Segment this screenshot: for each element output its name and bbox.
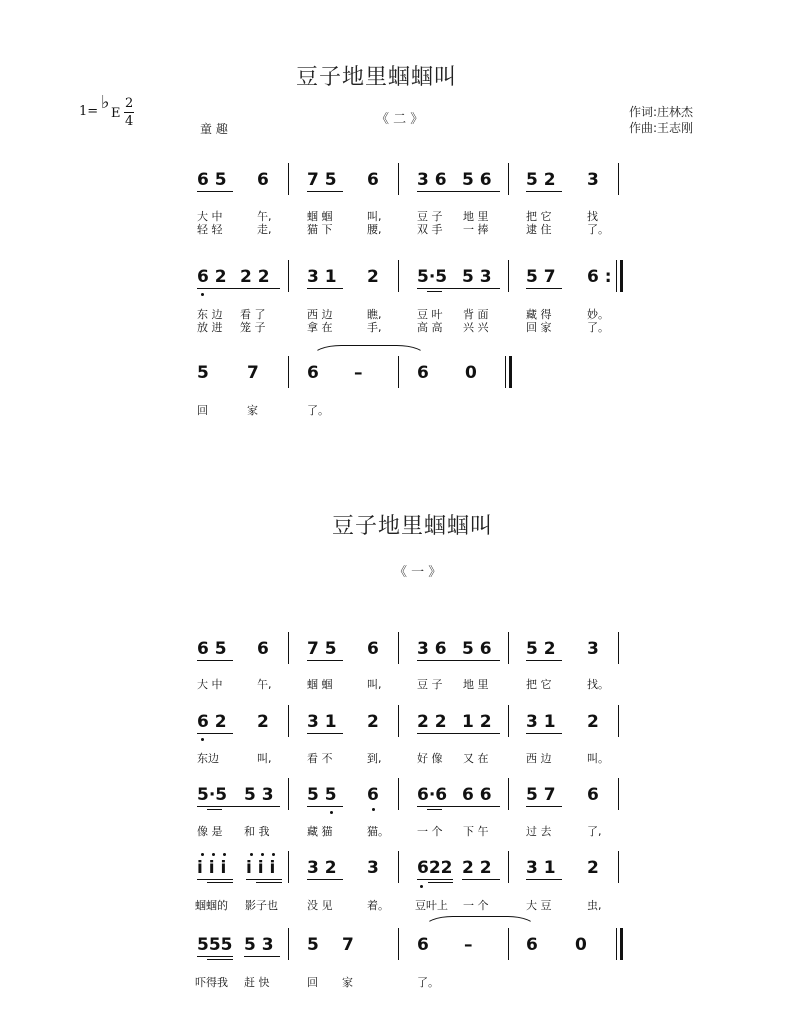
high-octave-dot — [272, 853, 275, 856]
key-label: 1= — [79, 104, 99, 119]
lyric: 一 捧 — [463, 223, 489, 236]
note-group: 2 — [257, 712, 269, 732]
note-group: 5·5 — [417, 267, 448, 287]
note-group: 3 — [587, 639, 599, 659]
lyric: 藏 猫 — [307, 825, 333, 838]
barline — [398, 851, 399, 883]
lyric: 看 不 — [307, 752, 333, 765]
lyric: 大 豆 — [526, 899, 552, 912]
lyric: 着。 — [367, 899, 389, 912]
song1-section: 《 二 》 — [376, 112, 424, 127]
note-group: 7 — [342, 935, 354, 955]
lyric: 大 中 — [197, 678, 223, 691]
note-group: 5 5 — [307, 785, 337, 805]
lyric: 回 — [307, 976, 318, 989]
time-bottom: 4 — [125, 114, 134, 129]
lyric: 地 里 — [463, 678, 489, 691]
lyric: 豆 叶 — [417, 308, 443, 321]
lyric: 兴 兴 — [463, 321, 489, 334]
flat-sign: ♭ — [101, 92, 110, 113]
tie-arc — [312, 345, 426, 368]
lyric: 走, — [257, 223, 272, 236]
lyric: 回 家 — [526, 321, 552, 334]
lyric: 到, — [367, 752, 382, 765]
note-group: 3 6 — [417, 639, 447, 659]
low-octave-dot — [330, 811, 333, 814]
note-group: i i i — [246, 858, 276, 878]
low-octave-dot — [420, 885, 423, 888]
lyric: 瞧, — [367, 308, 382, 321]
note-group: 6 — [526, 935, 538, 955]
note-group: 3 2 — [307, 858, 337, 878]
note-group: 6 6 — [462, 785, 492, 805]
time-divider — [124, 112, 134, 113]
lyric: 家 — [342, 976, 353, 989]
lyric: 笼 子 — [240, 321, 266, 334]
note-group: 2 2 — [462, 858, 492, 878]
lyric: 一 个 — [417, 825, 443, 838]
lyric: 背 面 — [463, 308, 489, 321]
barline — [508, 928, 509, 960]
note-group: i i i — [197, 858, 227, 878]
note-group: 6 — [367, 639, 379, 659]
lyric: 东边 — [197, 752, 219, 765]
note-group: 2 — [367, 267, 379, 287]
barline — [616, 928, 617, 960]
lyric: 好 像 — [417, 752, 443, 765]
lyric: 放 进 — [197, 321, 223, 334]
lyric: 午, — [257, 678, 272, 691]
tie-arc — [424, 916, 536, 939]
note-group: 6 2 — [197, 712, 227, 732]
note-group: 5 2 — [526, 639, 556, 659]
high-octave-dot — [261, 853, 264, 856]
note-group: 5·5 — [197, 785, 228, 805]
lyric: 蝈 蝈 — [307, 678, 333, 691]
lyric: 轻 轻 — [197, 223, 223, 236]
note-group: 2 — [587, 712, 599, 732]
note-group: 3 — [587, 170, 599, 190]
barline — [505, 356, 506, 388]
note-group: 2 2 — [417, 712, 447, 732]
key-signature — [79, 92, 149, 132]
barline — [398, 632, 399, 664]
high-octave-dot — [212, 853, 215, 856]
lyric: 叫, — [367, 678, 382, 691]
note-group: 1 2 — [462, 712, 492, 732]
lyric: 像 是 — [197, 825, 223, 838]
lyric: 腰, — [367, 223, 382, 236]
barline — [508, 778, 509, 810]
low-octave-dot — [201, 738, 204, 741]
lyric: 西 边 — [526, 752, 552, 765]
lyric: 东 边 — [197, 308, 223, 321]
note-group: 7 5 — [307, 170, 337, 190]
lyric: 虫, — [587, 899, 602, 912]
lyric: 地 里 — [463, 210, 489, 223]
barline — [616, 260, 617, 292]
lyric: 妙。 — [587, 308, 609, 321]
note-group: 6 5 — [197, 170, 227, 190]
lyric: 豆 子 — [417, 678, 443, 691]
note-group: 6 2 — [197, 267, 227, 287]
barline — [398, 778, 399, 810]
lyric: 看 了 — [240, 308, 266, 321]
note-group: 0 — [465, 363, 477, 383]
song2-section: 《 一 》 — [394, 565, 442, 580]
lyric: 蝈 蝈 — [307, 210, 333, 223]
barline — [508, 851, 509, 883]
note-group: 5 6 — [462, 639, 492, 659]
lyric: 双 手 — [417, 223, 443, 236]
barline — [618, 163, 619, 195]
note-group: 6 — [257, 639, 269, 659]
note-group: 3 1 — [526, 712, 556, 732]
lyric: 又 在 — [463, 752, 489, 765]
style-marking: 童 趣 — [200, 122, 228, 136]
note-group: 5 3 — [244, 935, 274, 955]
lyric: 回 — [197, 404, 208, 417]
note-group: – — [464, 935, 473, 955]
lyric: 把 它 — [526, 210, 552, 223]
lyric: 叫, — [367, 210, 382, 223]
lyric: 下 午 — [463, 825, 489, 838]
lyric: 高 高 — [417, 321, 443, 334]
key-note: E — [111, 106, 121, 121]
note-group: 3 1 — [307, 712, 337, 732]
lyric: 手, — [367, 321, 382, 334]
note-group: 5 3 — [462, 267, 492, 287]
lyric: 找。 — [587, 678, 609, 691]
barline — [508, 163, 509, 195]
note-group: 5 3 — [244, 785, 274, 805]
barline — [288, 356, 289, 388]
note-group: 5 — [197, 363, 209, 383]
lyric: 豆叶上 — [415, 899, 448, 912]
note-group: – — [354, 363, 363, 383]
low-octave-dot — [372, 808, 375, 811]
note-group: 7 — [247, 363, 259, 383]
note-group: 6 — [417, 935, 429, 955]
lyric: 叫。 — [587, 752, 609, 765]
time-top: 2 — [125, 96, 134, 111]
lyric: 赶 快 — [244, 976, 270, 989]
high-octave-dot — [223, 853, 226, 856]
barline — [288, 928, 289, 960]
barline — [398, 163, 399, 195]
note-group: 6 — [417, 363, 429, 383]
note-group: 3 1 — [526, 858, 556, 878]
lyric: 过 去 — [526, 825, 552, 838]
lyric: 了, — [587, 825, 602, 838]
lyric: 猫 下 — [307, 223, 333, 236]
note-group: 5 7 — [526, 785, 556, 805]
song2-title: 豆子地里蝈蝈叫 — [332, 514, 494, 539]
lyric: 大 中 — [197, 210, 223, 223]
lyric: 了。 — [587, 321, 609, 334]
note-group: 7 5 — [307, 639, 337, 659]
note-group: 6 — [367, 170, 379, 190]
barline — [288, 163, 289, 195]
song1-title: 豆子地里蝈蝈叫 — [296, 65, 458, 90]
barline — [508, 632, 509, 664]
lyric: 家 — [247, 404, 258, 417]
note-group: 5 7 — [526, 267, 556, 287]
lyric: 叫, — [257, 752, 272, 765]
note-group: 6 — [307, 363, 319, 383]
barline — [288, 851, 289, 883]
note-group: 6 — [257, 170, 269, 190]
barline — [398, 356, 399, 388]
lyric: 拿 在 — [307, 321, 333, 334]
note-group: 6 — [587, 785, 599, 805]
high-octave-dot — [250, 853, 253, 856]
lyric: 和 我 — [244, 825, 270, 838]
lyric: 了。 — [587, 223, 609, 236]
note-group: 3 — [367, 858, 379, 878]
barline — [288, 705, 289, 737]
barline — [398, 260, 399, 292]
barline — [508, 705, 509, 737]
low-octave-dot — [201, 293, 204, 296]
lyric: 猫。 — [367, 825, 389, 838]
lyric: 找 — [587, 210, 598, 223]
note-group: 5 — [307, 935, 319, 955]
barline — [288, 260, 289, 292]
barline — [398, 928, 399, 960]
note-group: 622 — [417, 858, 453, 878]
lyric: 吓得我 — [195, 976, 228, 989]
lyric: 西 边 — [307, 308, 333, 321]
barline — [288, 632, 289, 664]
lyric: 一 个 — [463, 899, 489, 912]
lyric: 影子也 — [245, 899, 278, 912]
note-group: 6 5 — [197, 639, 227, 659]
lyric: 藏 得 — [526, 308, 552, 321]
lyric: 把 它 — [526, 678, 552, 691]
lyric: 了。 — [417, 976, 439, 989]
barline — [618, 851, 619, 883]
note-group: 3 6 — [417, 170, 447, 190]
note-group: 5 2 — [526, 170, 556, 190]
note-group: 555 — [197, 935, 233, 955]
barline — [288, 778, 289, 810]
lyric: 了。 — [307, 404, 329, 417]
final-barline — [620, 928, 623, 960]
note-group: 2 2 — [240, 267, 270, 287]
composer: 作曲:王志刚 — [629, 121, 694, 135]
note-group: 3 1 — [307, 267, 337, 287]
high-octave-dot — [201, 853, 204, 856]
lyric: 没 见 — [307, 899, 333, 912]
repeat-barline — [620, 260, 623, 292]
lyric: 蝈蝈的 — [195, 899, 228, 912]
note-group: 0 — [575, 935, 587, 955]
note-group: 5 6 — [462, 170, 492, 190]
barline — [398, 705, 399, 737]
final-barline — [509, 356, 512, 388]
note-group: 6·6 — [417, 785, 448, 805]
barline — [618, 705, 619, 737]
barline — [618, 778, 619, 810]
note-group: 6 — [367, 785, 379, 805]
barline — [508, 260, 509, 292]
note-group: 2 — [367, 712, 379, 732]
lyric: 午, — [257, 210, 272, 223]
lyric: 逮 住 — [526, 223, 552, 236]
lyricist: 作词:庄林杰 — [629, 105, 694, 119]
barline — [618, 632, 619, 664]
note-group: 2 — [587, 858, 599, 878]
repeat-end-note: 6 : — [587, 267, 612, 287]
lyric: 豆 子 — [417, 210, 443, 223]
